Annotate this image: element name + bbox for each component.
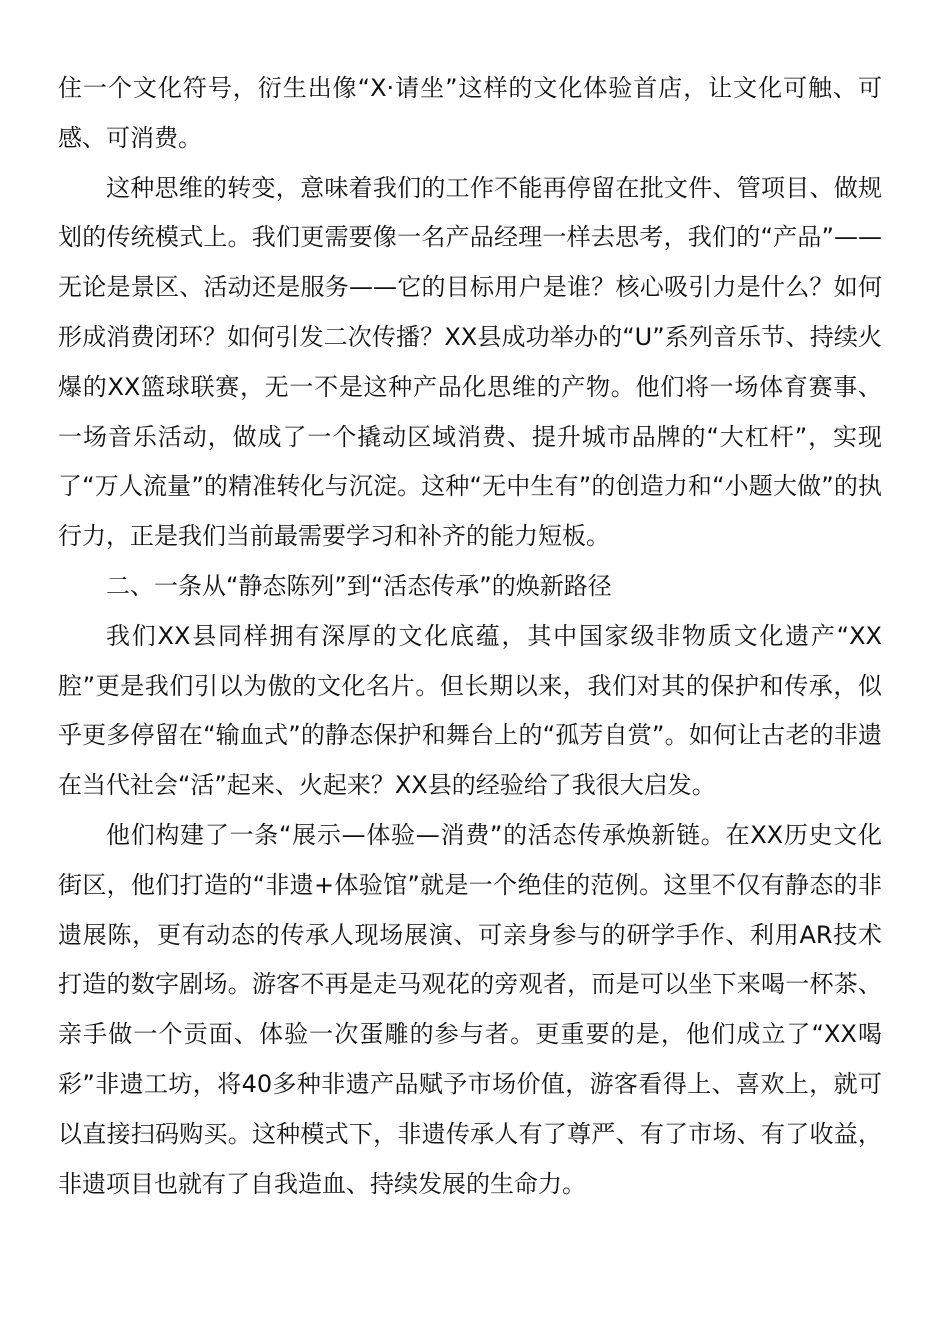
paragraph-living-inheritance: 他们构建了一条“展示—体验—消费”的活态传承焕新链。在XX历史文化街区，他们打造的“非遗+体验馆”就是一个绝佳的范例。这里不仅有静态的非遗展陈，更有动态的传承人现场展演、可亲身参与的研学手作、利用AR技术打造的数字剧场。游客不再是走马观花的旁观者，而是可以坐下来喝一杯茶、亲手做一个贡面、体验一次蛋雕的参与者。更重要的是，他们成立了“XX喝彩”非遗工坊，将40多种非遗产品赋予市场价值，游客看得上、喜欢上，就可以直接扫码购买。这种模式下，非遗传承人有了尊严、有了市场、有了收益，非遗项目也就有了自我造血、持续发展的生命力。 xyxy=(58,820,882,1198)
paragraph-continuation: 住一个文化符号，衍生出像“X·请坐”这样的文化体验首店，让文化可触、可感、可消费。 xyxy=(58,74,882,152)
paragraph-product-thinking: 这种思维的转变，意味着我们的工作不能再停留在批文件、管项目、做规划的传统模式上。我们更需要像一名产品经理一样去思考，我们的“产品”——无论是景区、活动还是服务——它的目标用户是谁？核心吸引力是什么？如何形成消费闭环？如何引发二次传播？XX县成功举办的“U”系列音乐节、持续火爆的XX篮球联赛，无一不是这种产品化思维的产物。他们将一场体育赛事、一场音乐活动，做成了一个撬动区域消费、提升城市品牌的“大杠杆”，实现了“万人流量”的精准转化与沉淀。这种“无中生有”的创造力和“小题大做”的执行力，正是我们当前最需要学习和补齐的能力短板。 xyxy=(58,173,882,551)
section-heading: 二、一条从“静态陈列”到“活态传承”的焕新路径 xyxy=(106,571,612,600)
paragraph-cultural-heritage: 我们XX县同样拥有深厚的文化底蕴，其中国家级非物质文化遗产“XX腔”更是我们引以为傲的文化名片。但长期以来，我们对其的保护和传承，似乎更多停留在“输血式”的静态保护和舞台上的“孤芳自赏”。如何让古老的非遗在当代社会“活”起来、火起来？XX县的经验给了我很大启发。 xyxy=(58,621,882,800)
